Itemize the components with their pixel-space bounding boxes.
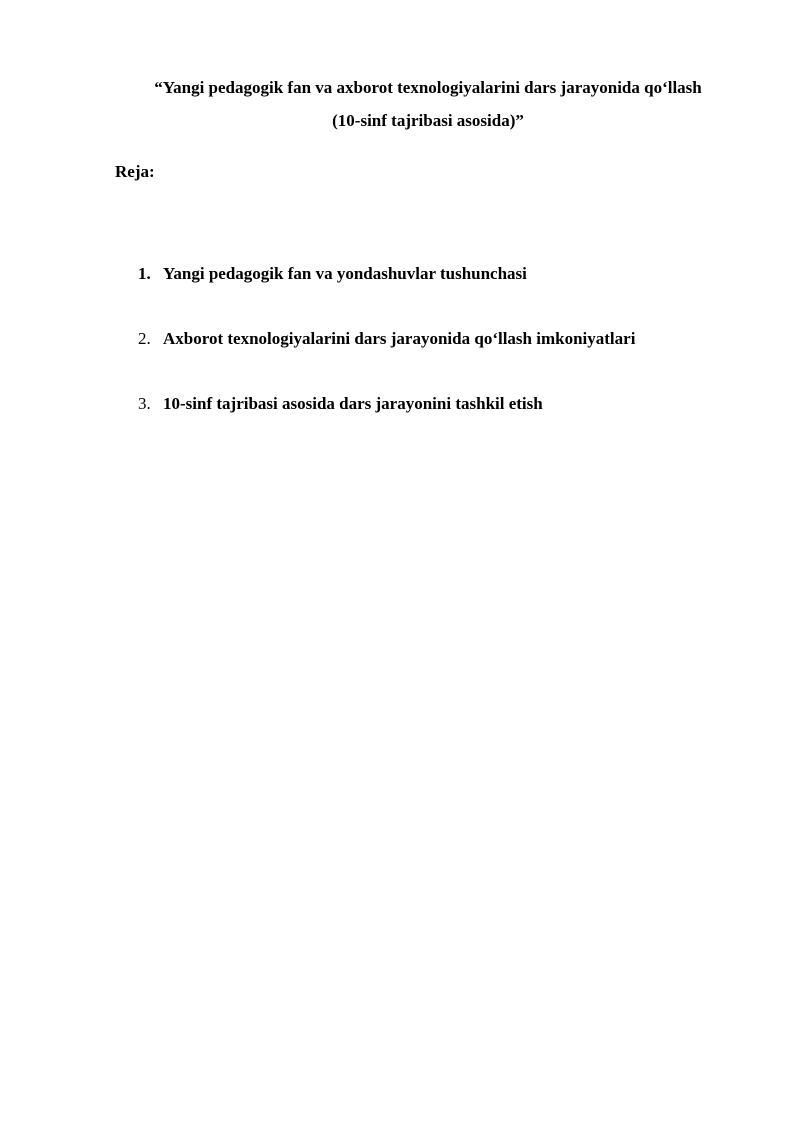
document-title-line-1: “Yangi pedagogik fan va axborot texnologiyalarini dars jarayonida qo‘llash [154, 78, 702, 97]
plan-heading: Reja: [115, 162, 155, 181]
plan-item-text: Axborot texnologiyalarini dars jarayonida qo‘llash imkoniyatlari [163, 329, 636, 348]
plan-item [138, 328, 635, 350]
plan-item [138, 263, 527, 285]
plan-item-number: 1. [138, 264, 151, 283]
plan-item [138, 393, 543, 415]
plan-item-text: 10-sinf tajribasi asosida dars jarayonini tashkil etish [163, 394, 543, 413]
plan-item-number: 2. [138, 329, 151, 348]
plan-item-text: Yangi pedagogik fan va yondashuvlar tushunchasi [163, 264, 527, 283]
document-title-line-2: (10-sinf tajribasi asosida)” [332, 111, 524, 130]
plan-item-number: 3. [138, 394, 151, 413]
